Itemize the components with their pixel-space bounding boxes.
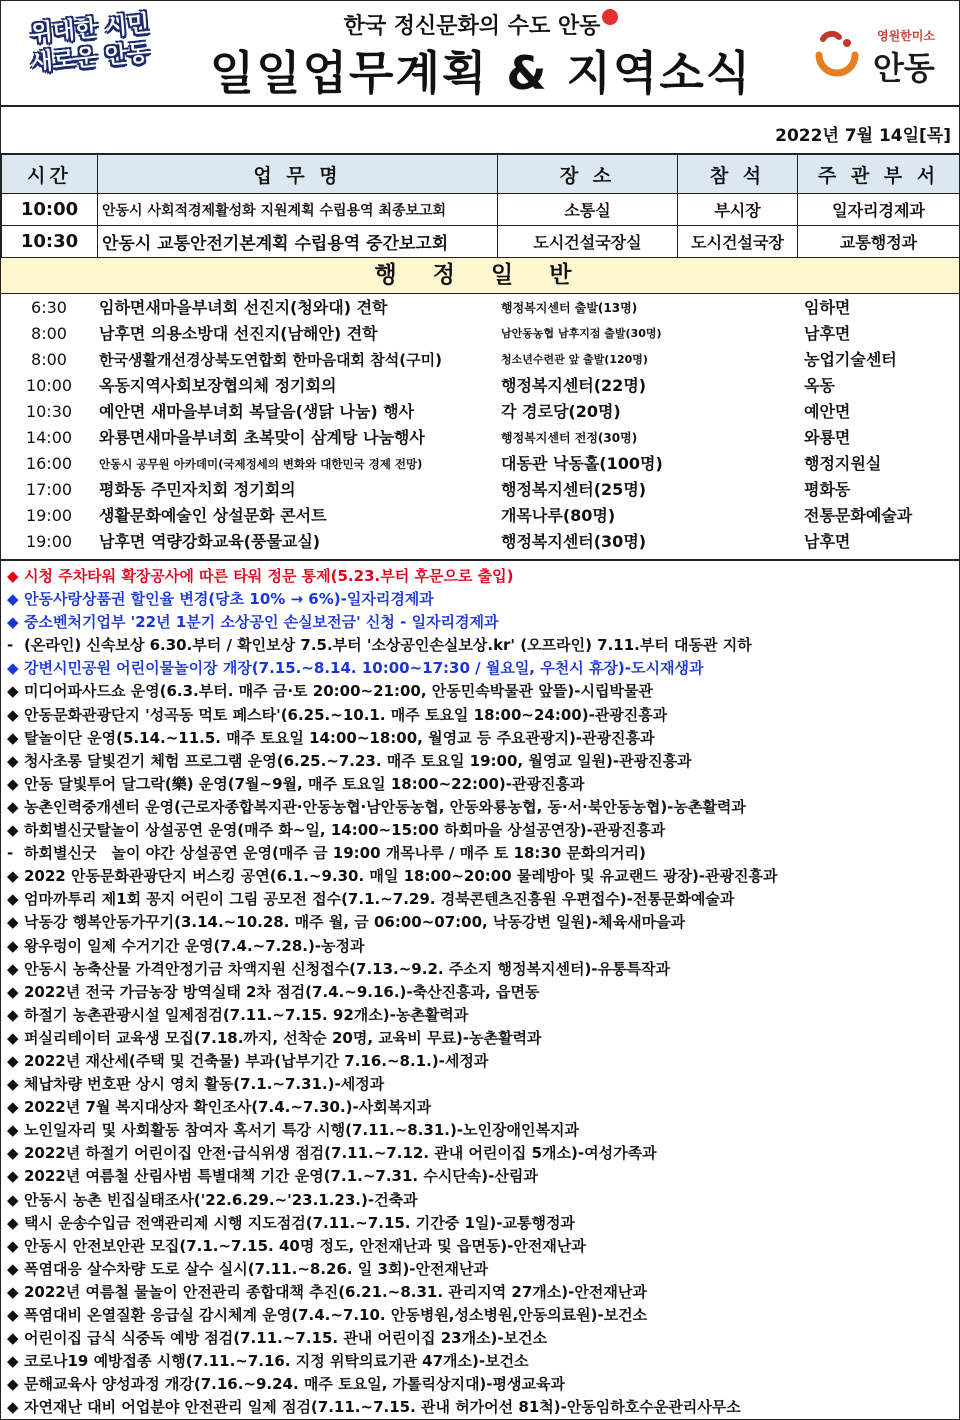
schedule-attendee: 도시건설국장 <box>678 226 798 258</box>
col-header-dept: 주 관 부 서 <box>798 155 960 194</box>
notice-item <box>1 935 959 958</box>
col-header-attendee: 참 석 <box>678 155 798 194</box>
logo-wordmark: 안동 <box>873 49 935 87</box>
admin-place: 행정복지센터 전정(30명) <box>501 431 638 445</box>
diamond-bullet-icon: ◆ <box>7 1028 19 1047</box>
notice-text: 안동 달빛투어 달그락(樂) 운영(7월~9월, 매주 토요일 18:00~22:00)-관광진흥과 <box>24 774 585 793</box>
diamond-bullet-icon: ◆ <box>7 1051 19 1070</box>
smile-logo-icon <box>809 25 865 81</box>
schedule-place: 소통실 <box>498 194 678 226</box>
admin-time: 14:00 <box>25 428 73 447</box>
notice-item <box>1 842 959 865</box>
diamond-bullet-icon: ◆ <box>7 590 19 609</box>
notice-item <box>1 773 959 796</box>
notice-item <box>1 911 959 934</box>
notice-item <box>1 634 959 657</box>
list-item <box>1 399 959 425</box>
admin-name: 안동시 공무원 아카데미(국제정세의 변화와 대한민국 경제 전망) <box>99 457 423 471</box>
diamond-bullet-icon: ◆ <box>7 567 19 585</box>
admin-dept: 남후면 <box>804 532 851 551</box>
admin-name: 예안면 새마을부녀회 복달음(생닭 나눔) 행사 <box>99 402 415 421</box>
table-row <box>2 226 960 258</box>
notice-text: 2022년 전국 가금농장 방역실태 2차 점검(7.4.~9.16.)-축산진흥과, 읍면동 <box>24 982 540 1001</box>
list-item <box>1 295 959 321</box>
notice-item <box>1 1189 959 1212</box>
admin-dept: 예안면 <box>804 402 851 421</box>
admin-dept: 옥동 <box>804 376 835 395</box>
notice-text: (온라인) 신속보상 6.30.부터 / 확인보상 7.5.부터 '소상공인손실보상.kr' (오프라인) 7.11.부터 대동관 지하 <box>24 636 752 655</box>
schedule-dept: 교통행정과 <box>798 226 960 258</box>
notice-text: 안동시 농촌 빈집실태조사('22.6.29.~'23.1.23.)-건축과 <box>24 1190 418 1209</box>
admin-place: 행정복지센터(25명) <box>501 480 647 499</box>
diamond-bullet-icon: ◆ <box>7 1306 19 1324</box>
notice-text: 시청 주차타워 확장공사에 따른 타워 정문 통제(5.23.부터 후문으로 출입) <box>24 567 514 585</box>
admin-place: 행정복지센터(30명) <box>501 532 647 551</box>
notice-text: 2022년 여름철 산림사범 특별대책 기간 운영(7.1.~7.31. 수시단속)-산림과 <box>24 1167 538 1186</box>
notice-list <box>1 565 959 1419</box>
diamond-bullet-icon: ◆ <box>7 1144 19 1163</box>
notice-item <box>1 1235 959 1258</box>
notice-item <box>1 888 959 911</box>
notice-text: 2022년 하절기 어린이집 안전·급식위생 점검(7.11.~7.12. 관내 어린이집 5개소)-여성가족과 <box>24 1144 657 1163</box>
notice-text: 택시 운송수입금 전액관리제 시행 지도점검(7.11.~7.15. 기간중 1일)-교통행정과 <box>24 1213 575 1232</box>
admin-name: 평화동 주민자치회 정기회의 <box>99 480 296 499</box>
admin-name: 남후면 의용소방대 선진지(남해안) 견학 <box>99 324 378 343</box>
diamond-bullet-icon: ◆ <box>7 1190 19 1209</box>
admin-place: 남안동농협 남후지점 출발(30명) <box>501 327 662 340</box>
notice-text: 2022년 여름철 물놀이 안전관리 종합대책 추진(6.21.~8.31. 관리지역 27개소)-안전재난과 <box>24 1282 647 1301</box>
notice-text: 안동문화관광단지 '성곡동 먹토 페스타'(6.25.~10.1. 매주 토요일 18:00~24:00)-관광진흥과 <box>24 705 668 724</box>
diamond-bullet-icon: ◆ <box>7 613 19 632</box>
notice-item <box>1 1396 959 1419</box>
slogan-line-1: 위대한 시민 <box>29 10 151 48</box>
diamond-bullet-icon: ◆ <box>7 797 19 816</box>
notice-text: 강변시민공원 어린이물놀이장 개장(7.15.~8.14. 10:00~17:30 / 월요일, 우천시 휴장)-도시재생과 <box>24 659 704 678</box>
col-header-place: 장 소 <box>498 155 678 194</box>
admin-time: 10:00 <box>25 376 73 395</box>
diamond-bullet-icon: ◆ <box>7 659 19 678</box>
admin-time: 8:00 <box>31 350 67 369</box>
notice-text: 하회별신굿탈놀이 상설공연 운영(매주 화~일, 14:00~15:00 하회마을 상설공연장)-관광진흥과 <box>24 821 666 840</box>
page-title: 일일업무계획 & 지역소식 <box>209 46 753 100</box>
notice-item <box>1 1004 959 1027</box>
notice-text: 문해교육사 양성과정 개강(7.16.~9.24. 매주 토요일, 가톨릭상지대)-평생교육과 <box>24 1375 565 1394</box>
admin-place: 대동관 낙동홀(100명) <box>501 454 663 473</box>
schedule-time: 10:30 <box>2 226 98 258</box>
notice-item <box>1 865 959 888</box>
notice-item <box>1 1119 959 1142</box>
admin-place: 청소년수련관 앞 출발(120명) <box>501 353 648 366</box>
notice-item <box>1 1304 959 1327</box>
diamond-bullet-icon: ◆ <box>7 1213 19 1232</box>
diamond-bullet-icon: ◆ <box>7 705 19 724</box>
admin-time: 19:00 <box>25 532 73 551</box>
list-item <box>1 503 959 529</box>
admin-dept: 와룡면 <box>804 428 851 447</box>
schedule-time: 10:00 <box>2 194 98 226</box>
diamond-bullet-icon: ◆ <box>7 682 19 701</box>
admin-dept: 행정지원실 <box>804 454 882 473</box>
notice-item <box>1 704 959 727</box>
diamond-bullet-icon: ◆ <box>7 1167 19 1186</box>
admin-dept: 전통문화예술과 <box>804 506 913 525</box>
notice-item <box>1 958 959 981</box>
notice-text: 농촌인력중개센터 운영(근로자종합복지관·안동농협·남안동농협, 안동와룡농협, 동·서·북안동농협)-농촌활력과 <box>24 797 746 816</box>
admin-name: 와룡면새마을부녀회 초복맞이 삼계탕 나눔행사 <box>99 428 425 447</box>
andong-logo <box>807 23 947 87</box>
diamond-bullet-icon: ◆ <box>7 1282 19 1301</box>
slogan-line-2: 새로운 안동 <box>29 39 151 77</box>
admin-time: 10:30 <box>25 402 73 421</box>
notice-item <box>1 1373 959 1396</box>
diamond-bullet-icon: ◆ <box>7 1259 19 1278</box>
notice-item <box>1 1142 959 1165</box>
admin-time: 16:00 <box>25 454 73 473</box>
notice-text: 어린이집 급식 식중독 예방 점검(7.11.~7.15. 관내 어린이집 23개소)-보건소 <box>24 1329 548 1348</box>
notice-text: 안동시 농축산물 가격안정기금 차액지원 신청접수(7.13.~9.2. 주소지 행정복지센터)-유통특작과 <box>24 959 670 978</box>
schedule-task: 안동시 교통안전기본계획 수립용역 중간보고회 <box>98 226 498 258</box>
notice-text: 폭염대응 살수차량 도로 살수 실시(7.11.~8.26. 일 3회)-안전재난과 <box>24 1259 488 1278</box>
schedule-place: 도시건설국장실 <box>498 226 678 258</box>
notice-item <box>1 727 959 750</box>
notice-text: 하회별신굿 놀이 야간 상설공연 운영(매주 금 19:00 개목나루 / 매주 토 18:30 문화의거리) <box>24 844 646 863</box>
slogan-badge <box>15 10 165 83</box>
diamond-bullet-icon: ◆ <box>7 1098 19 1117</box>
notice-text: 퍼실리테이터 교육생 모집(7.18.까지, 선착순 20명, 교육비 무료)-농촌활력과 <box>24 1028 542 1047</box>
notice-item <box>1 657 959 680</box>
admin-name: 옥동지역사회보장협의체 정기회의 <box>99 376 337 395</box>
notice-text: 중소벤처기업부 '22년 1분기 소상공인 손실보전금' 신청 - 일자리경제과 <box>24 613 499 632</box>
notice-text: 왕우렁이 일제 수거기간 운영(7.4.~7.28.)-농정과 <box>24 936 365 955</box>
admin-place: 각 경로당(20명) <box>501 402 621 421</box>
admin-dept: 남후면 <box>804 324 851 343</box>
section-title-admin: 행 정 일 반 <box>1 258 959 294</box>
admin-name: 한국생활개선경상북도연합회 한마음대회 참석(구미) <box>99 351 442 369</box>
notice-text: 탈놀이단 운영(5.14.~11.5. 매주 토요일 14:00~18:00, 월영교 등 주요관광지)-관광진흥과 <box>24 728 655 747</box>
notice-item <box>1 588 959 611</box>
notice-item <box>1 981 959 1004</box>
notice-text: 자연재난 대비 어업분야 안전관리 일제 점검(7.11.~7.15. 관내 허가어선 81척)-안동임하호수운관리사무소 <box>24 1398 741 1417</box>
admin-time: 19:00 <box>25 506 73 525</box>
report-date: 2022년 7월 14일[목] <box>775 126 951 146</box>
diamond-bullet-icon: ◆ <box>7 959 19 978</box>
schedule-table <box>1 154 960 258</box>
notice-item <box>1 1073 959 1096</box>
admin-dept: 농업기술센터 <box>804 350 897 369</box>
notice-text: 2022년 재산세(주택 및 건축물) 부과(납부기간 7.16.~8.1.)-세정과 <box>24 1051 489 1070</box>
notice-text: 2022 안동문화관광단지 버스킹 공연(6.1.~9.30. 매일 18:00~20:00 물레방아 및 유교랜드 광장)-관광진흥과 <box>24 867 778 886</box>
diamond-bullet-icon: ◆ <box>7 890 19 909</box>
list-item <box>1 321 959 347</box>
diamond-bullet-icon: ◆ <box>7 936 19 955</box>
notice-text: 체납차량 번호판 상시 영치 활동(7.1.~7.31.)-세정과 <box>24 1075 385 1094</box>
table-row <box>2 194 960 226</box>
header <box>1 1 959 107</box>
diamond-bullet-icon: ◆ <box>7 1005 19 1024</box>
admin-dept: 임하면 <box>804 298 851 317</box>
subtitle-text: 한국 정신문화의 수도 안동 <box>343 14 601 39</box>
notice-text: 청사초롱 달빛걷기 체험 프로그램 운영(6.25.~7.23. 매주 토요일 19:00, 월영교 일원)-관광진흥과 <box>24 751 692 770</box>
notice-item <box>1 1212 959 1235</box>
admin-time: 6:30 <box>31 298 67 317</box>
notice-item <box>1 1281 959 1304</box>
admin-name: 생활문화예술인 상설문화 콘서트 <box>99 506 327 525</box>
notice-item <box>1 750 959 773</box>
notice-item <box>1 819 959 842</box>
col-header-task: 업 무 명 <box>98 155 498 194</box>
notice-item <box>1 796 959 819</box>
admin-place: 개목나루(80명) <box>501 506 616 525</box>
logo-caption: 영원한미소 <box>877 29 935 43</box>
notice-item <box>1 1327 959 1350</box>
notice-text: 코로나19 예방접종 시행(7.11.~7.16. 지정 위탁의료기관 47개소)-보건소 <box>24 1352 529 1371</box>
notice-text: 하절기 농촌관광시설 일제점검(7.11.~7.15. 92개소)-농촌활력과 <box>24 1005 469 1024</box>
admin-place: 행정복지센터(22명) <box>501 376 647 395</box>
diamond-bullet-icon: ◆ <box>7 1329 19 1348</box>
seal-icon <box>602 9 618 25</box>
schedule-dept: 일자리경제과 <box>798 194 960 226</box>
diamond-bullet-icon: ◆ <box>7 1352 19 1371</box>
list-item <box>1 529 959 555</box>
diamond-bullet-icon: ◆ <box>7 982 19 1001</box>
notice-item <box>1 1350 959 1373</box>
notice-item <box>1 680 959 703</box>
list-item <box>1 477 959 503</box>
diamond-bullet-icon: ◆ <box>7 821 19 840</box>
admin-time: 17:00 <box>25 480 73 499</box>
notice-item <box>1 1096 959 1119</box>
admin-time: 8:00 <box>31 324 67 343</box>
notice-text: 노인일자리 및 사회활동 참여자 혹서기 특강 시행(7.11.~8.31.)-노인장애인복지과 <box>24 1121 579 1140</box>
list-item <box>1 373 959 399</box>
dash-bullet: - <box>7 636 14 655</box>
diamond-bullet-icon: ◆ <box>7 913 19 932</box>
notice-item <box>1 1165 959 1188</box>
notice-item <box>1 565 959 588</box>
notice-text: 엄마까투리 제1회 꽁지 어린이 그림 공모전 접수(7.1.~7.29. 경북콘텐츠진흥원 우편접수)-전통문화예술과 <box>24 890 735 909</box>
notice-text: 2022년 7월 복지대상자 확인조사(7.4.~7.30.)-사회복지과 <box>24 1098 432 1117</box>
schedule-header-row <box>2 155 960 194</box>
diamond-bullet-icon: ◆ <box>7 1075 19 1094</box>
diamond-bullet-icon: ◆ <box>7 1398 19 1417</box>
diamond-bullet-icon: ◆ <box>7 1121 19 1140</box>
list-item <box>1 451 959 477</box>
notice-item <box>1 1258 959 1281</box>
notice-text: 낙동강 행복안동가꾸기(3.14.~10.28. 매주 월, 금 06:00~07:00, 낙동강변 일원)-체육새마을과 <box>24 913 686 932</box>
notice-item <box>1 1050 959 1073</box>
diamond-bullet-icon: ◆ <box>7 774 19 793</box>
notice-text: 미디어파사드쇼 운영(6.3.부터. 매주 금·토 20:00~21:00, 안동민속박물관 앞뜰)-시립박물관 <box>24 682 653 701</box>
admin-name: 남후면 역량강화교육(풍물교실) <box>99 532 321 551</box>
notice-item <box>1 611 959 634</box>
notice-text: 폭염대비 온열질환 응급실 감시체계 운영(7.4.~7.10. 안동병원,성소병원,안동의료원)-보건소 <box>24 1306 648 1324</box>
notice-text: 안동사랑상품권 할인율 변경(당초 10% → 6%)-일자리경제과 <box>24 590 434 609</box>
page-subtitle <box>261 9 701 40</box>
notice-item <box>1 1027 959 1050</box>
notice-text: 안동시 안전보안관 모집(7.1.~7.15. 40명 정도, 안전재난과 및 읍면동)-안전재난과 <box>24 1236 586 1255</box>
diamond-bullet-icon: ◆ <box>7 751 19 770</box>
diamond-bullet-icon: ◆ <box>7 867 19 886</box>
admin-name: 임하면새마을부녀회 선진지(청와대) 견학 <box>99 298 388 317</box>
diamond-bullet-icon: ◆ <box>7 728 19 747</box>
date-row <box>1 107 959 154</box>
list-item <box>1 425 959 451</box>
dash-bullet: - <box>7 844 14 863</box>
diamond-bullet-icon: ◆ <box>7 1236 19 1255</box>
admin-list <box>1 295 959 561</box>
admin-dept: 평화동 <box>804 480 851 499</box>
list-item <box>1 347 959 373</box>
schedule-attendee: 부시장 <box>678 194 798 226</box>
schedule-task: 안동시 사회적경제활성화 지원계획 수립용역 최종보고회 <box>98 194 498 226</box>
col-header-time: 시간 <box>2 155 98 194</box>
diamond-bullet-icon: ◆ <box>7 1375 19 1394</box>
admin-place: 행정복지센터 출발(13명) <box>501 301 638 315</box>
